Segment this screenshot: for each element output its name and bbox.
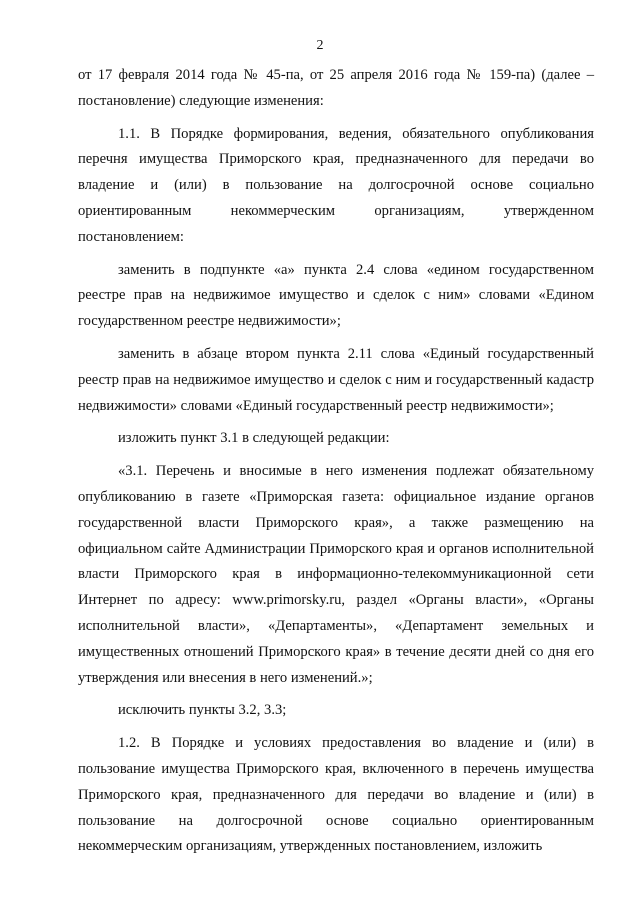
paragraph-quote-3-1: «3.1. Перечень и вносимые в него изменения подлежат обязательному опубликованию в газете «Приморская газета: официальное издание органов государственной власти Приморского края», а также размещению на официальном сайте Администрации Приморского края и органов исполнительной власти Приморского края в информационно-телекоммуникационной сети Интернет по адресу: www.primorsky.ru, раздел «Органы власти», «Органы исполнительной власти», «Департаменты», «Департамент земельных и имущественных отношений Приморского края» в течение десяти дней со дня его утверждения или внесения в него изменений.»;: [78, 463, 594, 686]
document-body: [78, 63, 594, 860]
paragraph-set-3-1: изложить пункт 3.1 в следующей редакции:: [118, 430, 390, 447]
paragraph-exclude: исключить пункты 3.2, 3.3;: [118, 702, 287, 719]
paragraph-continuation: от 17 февраля 2014 года № 45-па, от 25 апреля 2016 года № 159-па) (далее – постановление) следующие изменения:: [78, 67, 594, 109]
paragraph-replace-2-4: заменить в подпункте «а» пункта 2.4 слова «едином государственном реестре прав на недвижимое имущество и сделок с ним» словами «Едином государственном реестре недвижимости»;: [78, 261, 594, 330]
paragraph-replace-2-11: заменить в абзаце втором пункта 2.11 слова «Единый государственный реестр прав на недвижимое имущество и сделок с ним и государственный кадастр недвижимости» словами «Единый государственный реестр недвижимости»;: [78, 345, 594, 414]
paragraph-1-1: 1.1. В Порядке формирования, ведения, обязательного опубликования перечня имущества Приморского края, предназначенного для передачи во владение и (или) в пользование на долгосрочной основе социально ориентированным некоммерческим организациям, утвержденном постановлением:: [78, 125, 594, 245]
paragraph-1-2: 1.2. В Порядке и условиях предоставления во владение и (или) в пользование имущества Приморского края, включенного в перечень имущества Приморского края, предназначенного для передачи во владение и (или) в пользование на долгосрочной основе социально ориентированным некоммерческим организациям, утвержденных постановлением, изложить: [78, 735, 594, 855]
page-number: 2: [316, 38, 324, 53]
